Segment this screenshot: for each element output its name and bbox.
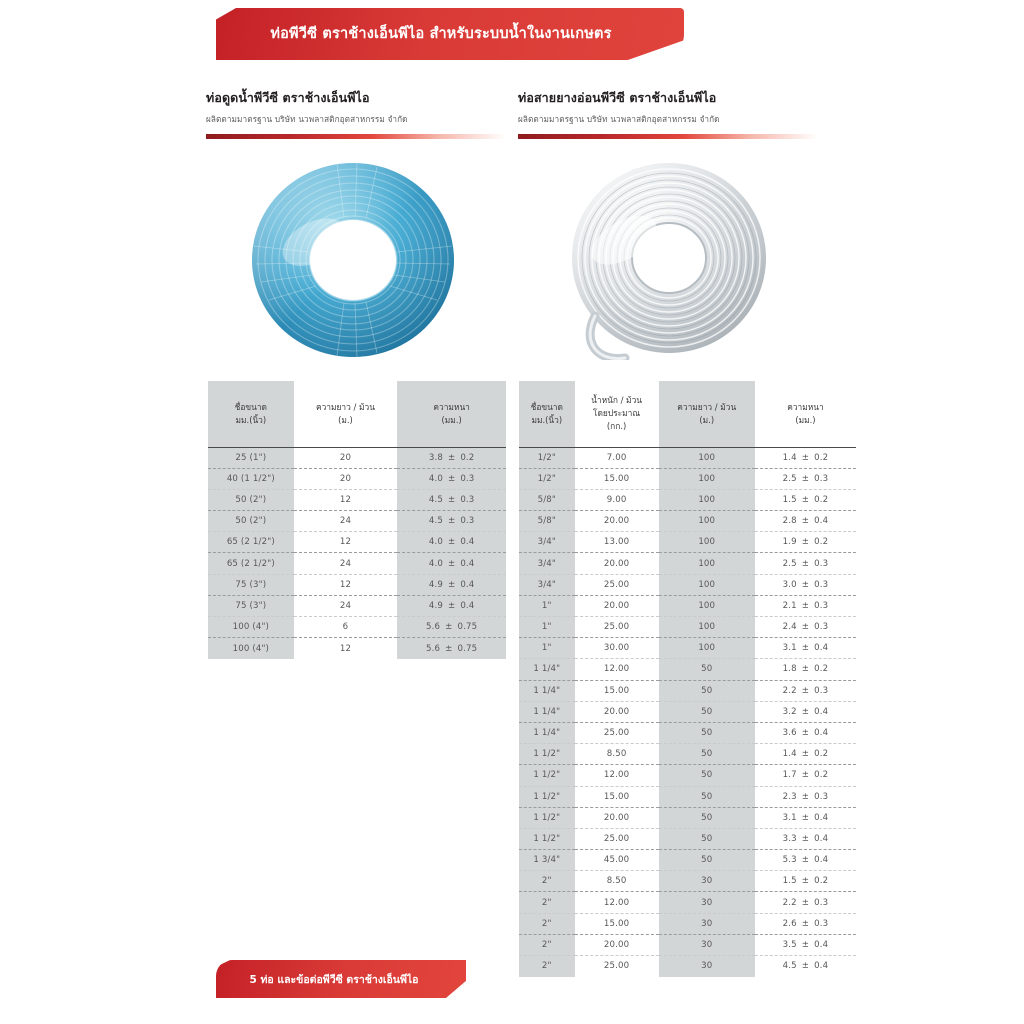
cell-weight: 12.00 xyxy=(575,765,659,786)
cell-length: 30 xyxy=(659,871,755,892)
cell-thickness xyxy=(755,680,856,701)
thickness-value: 3.5 ± 0.4 xyxy=(782,939,829,950)
header-line-1: ชื่อขนาด xyxy=(530,401,563,412)
cell-length: 100 xyxy=(659,511,755,532)
cell-thickness xyxy=(397,574,506,595)
cell-weight: 25.00 xyxy=(575,722,659,743)
cell-thickness xyxy=(755,807,856,828)
cell-thickness xyxy=(755,828,856,849)
cell-length: 50 xyxy=(659,786,755,807)
cell-length: 6 xyxy=(294,617,398,638)
cell-length: 12 xyxy=(294,638,398,659)
thickness-value: 2.5 ± 0.3 xyxy=(782,558,829,569)
plus-minus-symbol: ± xyxy=(801,855,810,866)
plus-minus-symbol: ± xyxy=(447,558,456,569)
header-line-1: ความหนา xyxy=(433,401,470,412)
spec-table-flexible-hose xyxy=(519,381,856,977)
cell-thickness xyxy=(755,574,856,595)
cell-thickness xyxy=(755,532,856,553)
table-row xyxy=(519,850,856,871)
table-row xyxy=(519,913,856,934)
header-line-2: (ม.) xyxy=(338,414,353,425)
header-line-2: มม.(นิ้ว) xyxy=(235,414,267,425)
plus-minus-symbol: ± xyxy=(801,812,810,823)
cell-weight: 25.00 xyxy=(575,574,659,595)
thickness-value: 4.0 ± 0.4 xyxy=(428,537,475,548)
cell-size: 75 (3") xyxy=(208,574,294,595)
cell-thickness xyxy=(755,722,856,743)
table-row xyxy=(519,447,856,468)
plus-minus-symbol: ± xyxy=(801,494,810,505)
cell-length: 12 xyxy=(294,574,398,595)
col-header-length xyxy=(294,381,398,447)
cell-length: 30 xyxy=(659,892,755,913)
thickness-value: 4.9 ± 0.4 xyxy=(428,600,475,611)
cell-length: 24 xyxy=(294,595,398,616)
cell-weight: 25.00 xyxy=(575,617,659,638)
cell-weight: 13.00 xyxy=(575,532,659,553)
cell-length: 50 xyxy=(659,828,755,849)
thickness-value: 1.5 ± 0.2 xyxy=(782,876,829,887)
section-subtitle: ผลิตตามมาตรฐาน บริษัท นวพลาสติกอุตสาหกรรม จำกัด xyxy=(518,114,720,124)
cell-size: 5/8" xyxy=(519,511,575,532)
cell-weight: 15.00 xyxy=(575,786,659,807)
cell-thickness xyxy=(755,638,856,659)
section-divider-bar xyxy=(206,134,506,139)
cell-thickness xyxy=(397,447,506,468)
cell-size: 65 (2 1/2") xyxy=(208,532,294,553)
cell-size: 1 1/2" xyxy=(519,807,575,828)
thickness-value: 2.1 ± 0.3 xyxy=(782,600,829,611)
plus-minus-symbol: ± xyxy=(447,473,456,484)
table-row xyxy=(208,617,506,638)
cell-thickness xyxy=(755,595,856,616)
section-heading-flexible-hose xyxy=(518,88,818,139)
plus-minus-symbol: ± xyxy=(447,579,456,590)
cell-size: 3/4" xyxy=(519,532,575,553)
thickness-value: 2.6 ± 0.3 xyxy=(782,918,829,929)
table-header-row xyxy=(519,381,856,447)
cell-size: 2" xyxy=(519,934,575,955)
cell-weight: 12.00 xyxy=(575,659,659,680)
thickness-value: 1.4 ± 0.2 xyxy=(782,749,829,760)
thickness-value: 1.4 ± 0.2 xyxy=(782,452,829,463)
cell-thickness xyxy=(755,617,856,638)
spec-table-suction-hose xyxy=(208,381,506,659)
section-title: ท่อดูดน้ำพีวีซี ตราช้างเอ็นพีไอ xyxy=(206,90,370,105)
table-row xyxy=(519,489,856,510)
cell-weight: 20.00 xyxy=(575,511,659,532)
table-row xyxy=(519,722,856,743)
thickness-value: 5.6 ± 0.75 xyxy=(426,643,478,654)
plus-minus-symbol: ± xyxy=(801,770,810,781)
cell-size: 2" xyxy=(519,913,575,934)
cell-weight: 12.00 xyxy=(575,892,659,913)
cell-size: 1 1/4" xyxy=(519,722,575,743)
product-image-blue-suction-hose xyxy=(228,160,478,360)
cell-thickness xyxy=(397,489,506,510)
table-row xyxy=(519,871,856,892)
table-row xyxy=(208,638,506,659)
plus-minus-symbol: ± xyxy=(445,622,453,633)
thickness-value: 4.9 ± 0.4 xyxy=(428,579,475,590)
plus-minus-symbol: ± xyxy=(801,749,810,760)
plus-minus-symbol: ± xyxy=(447,600,456,611)
cell-thickness xyxy=(397,617,506,638)
table-row xyxy=(519,744,856,765)
thickness-value: 2.8 ± 0.4 xyxy=(782,516,829,527)
thickness-value: 1.5 ± 0.2 xyxy=(782,494,829,505)
cell-length: 50 xyxy=(659,765,755,786)
cell-thickness xyxy=(755,744,856,765)
cell-length: 100 xyxy=(659,574,755,595)
cell-length: 50 xyxy=(659,722,755,743)
cell-size: 2" xyxy=(519,956,575,977)
cell-size: 100 (4") xyxy=(208,638,294,659)
thickness-value: 3.1 ± 0.4 xyxy=(782,643,829,654)
section-divider-bar xyxy=(518,134,818,139)
cell-size: 2" xyxy=(519,871,575,892)
table-row xyxy=(208,553,506,574)
page-footer-tab xyxy=(216,960,466,998)
cell-weight: 15.00 xyxy=(575,913,659,934)
cell-length: 100 xyxy=(659,489,755,510)
table-row xyxy=(519,892,856,913)
plus-minus-symbol: ± xyxy=(801,918,810,929)
cell-weight: 25.00 xyxy=(575,828,659,849)
cell-length: 50 xyxy=(659,680,755,701)
cell-size: 1" xyxy=(519,617,575,638)
col-header-size xyxy=(208,381,294,447)
header-line-2: (ม.) xyxy=(699,414,715,425)
cell-length: 100 xyxy=(659,638,755,659)
cell-thickness xyxy=(755,447,856,468)
cell-weight: 45.00 xyxy=(575,850,659,871)
table-row xyxy=(208,489,506,510)
table-row xyxy=(519,659,856,680)
cell-size: 1" xyxy=(519,595,575,616)
cell-size: 25 (1") xyxy=(208,447,294,468)
cell-length: 20 xyxy=(294,468,398,489)
cell-size: 3/4" xyxy=(519,553,575,574)
cell-length: 50 xyxy=(659,850,755,871)
plus-minus-symbol: ± xyxy=(801,897,810,908)
thickness-value: 5.3 ± 0.4 xyxy=(782,855,829,866)
table-row xyxy=(519,786,856,807)
cell-size: 1 1/2" xyxy=(519,786,575,807)
cell-weight: 7.00 xyxy=(575,447,659,468)
cell-length: 50 xyxy=(659,807,755,828)
cell-length: 12 xyxy=(294,489,398,510)
cell-length: 50 xyxy=(659,701,755,722)
plus-minus-symbol: ± xyxy=(801,452,810,463)
thickness-value: 2.2 ± 0.3 xyxy=(782,685,829,696)
col-header-size xyxy=(519,381,575,447)
cell-size: 1/2" xyxy=(519,447,575,468)
cell-weight: 20.00 xyxy=(575,701,659,722)
table-row xyxy=(519,511,856,532)
header-line-2: มม.(นิ้ว) xyxy=(531,414,563,425)
cell-weight: 25.00 xyxy=(575,956,659,977)
table-row xyxy=(208,468,506,489)
table-row xyxy=(208,574,506,595)
table-row xyxy=(519,828,856,849)
cell-size: 65 (2 1/2") xyxy=(208,553,294,574)
cell-size: 1 1/2" xyxy=(519,828,575,849)
cell-thickness xyxy=(397,553,506,574)
cell-thickness xyxy=(755,659,856,680)
table-row xyxy=(208,511,506,532)
col-header-weight xyxy=(575,381,659,447)
cell-length: 100 xyxy=(659,532,755,553)
header-line-1: ชื่อขนาด xyxy=(234,401,267,412)
thickness-value: 4.0 ± 0.3 xyxy=(428,473,475,484)
plus-minus-symbol: ± xyxy=(801,516,810,527)
table-row xyxy=(519,532,856,553)
thickness-value: 4.5 ± 0.3 xyxy=(428,494,475,505)
cell-thickness xyxy=(755,786,856,807)
product-image-clear-flexible-hose xyxy=(543,160,793,360)
cell-thickness xyxy=(755,871,856,892)
plus-minus-symbol: ± xyxy=(447,452,456,463)
header-line-1: ความยาว / ม้วน xyxy=(316,401,375,412)
thickness-value: 3.6 ± 0.4 xyxy=(782,728,829,739)
cell-thickness xyxy=(397,595,506,616)
plus-minus-symbol: ± xyxy=(801,728,810,739)
thickness-value: 2.2 ± 0.3 xyxy=(782,897,829,908)
plus-minus-symbol: ± xyxy=(801,664,810,675)
cell-size: 50 (2") xyxy=(208,489,294,510)
cell-length: 100 xyxy=(659,553,755,574)
cell-size: 100 (4") xyxy=(208,617,294,638)
cell-weight: 15.00 xyxy=(575,468,659,489)
thickness-value: 3.2 ± 0.4 xyxy=(782,706,829,717)
header-line-2: (มม.) xyxy=(441,414,462,425)
cell-length: 50 xyxy=(659,744,755,765)
cell-thickness xyxy=(755,850,856,871)
cell-thickness xyxy=(755,934,856,955)
cell-weight: 8.50 xyxy=(575,744,659,765)
table-row xyxy=(519,807,856,828)
header-line-3: (กก.) xyxy=(606,421,627,432)
col-header-length xyxy=(659,381,755,447)
plus-minus-symbol: ± xyxy=(801,643,810,654)
cell-thickness xyxy=(397,468,506,489)
cell-thickness xyxy=(755,468,856,489)
thickness-value: 2.4 ± 0.3 xyxy=(782,622,829,633)
thickness-value: 3.3 ± 0.4 xyxy=(782,833,829,844)
thickness-value: 1.9 ± 0.2 xyxy=(782,537,829,548)
cell-weight: 15.00 xyxy=(575,680,659,701)
cell-thickness xyxy=(755,553,856,574)
footer-label: 5 ท่อ และข้อต่อพีวีซี ตราช้างเอ็นพีไอ xyxy=(249,973,419,986)
thickness-value: 1.7 ± 0.2 xyxy=(782,770,829,781)
plus-minus-symbol: ± xyxy=(801,579,810,590)
cell-weight: 20.00 xyxy=(575,807,659,828)
cell-length: 30 xyxy=(659,956,755,977)
header-line-1: ความยาว / ม้วน xyxy=(677,401,737,412)
cell-thickness xyxy=(397,638,506,659)
cell-length: 100 xyxy=(659,468,755,489)
plus-minus-symbol: ± xyxy=(801,961,810,972)
cell-size: 75 (3") xyxy=(208,595,294,616)
cell-thickness xyxy=(397,532,506,553)
table-row xyxy=(208,447,506,468)
plus-minus-symbol: ± xyxy=(447,494,456,505)
header-line-1: น้ำหนัก / ม้วน xyxy=(591,395,642,406)
table-row xyxy=(519,617,856,638)
cell-weight: 20.00 xyxy=(575,553,659,574)
section-subtitle: ผลิตตามมาตรฐาน บริษัท นวพลาสติกอุตสาหกรรม จำกัด xyxy=(206,114,408,124)
cell-length: 12 xyxy=(294,532,398,553)
cell-size: 5/8" xyxy=(519,489,575,510)
table-row xyxy=(519,701,856,722)
plus-minus-symbol: ± xyxy=(445,643,453,654)
cell-thickness xyxy=(755,765,856,786)
plus-minus-symbol: ± xyxy=(801,685,810,696)
thickness-value: 4.5 ± 0.4 xyxy=(782,961,829,972)
table-row xyxy=(519,468,856,489)
plus-minus-symbol: ± xyxy=(801,558,810,569)
thickness-value: 4.5 ± 0.3 xyxy=(428,516,475,527)
cell-size: 1 3/4" xyxy=(519,850,575,871)
page-header-banner xyxy=(216,8,684,60)
cell-size: 1 1/2" xyxy=(519,765,575,786)
cell-length: 50 xyxy=(659,659,755,680)
table-row xyxy=(519,595,856,616)
thickness-value: 3.8 ± 0.2 xyxy=(428,452,475,463)
col-header-thickness xyxy=(397,381,506,447)
cell-thickness xyxy=(397,511,506,532)
table-row xyxy=(208,532,506,553)
cell-thickness xyxy=(755,511,856,532)
spec-table-body-right xyxy=(519,447,856,977)
plus-minus-symbol: ± xyxy=(801,622,810,633)
cell-size: 40 (1 1/2") xyxy=(208,468,294,489)
cell-size: 1 1/4" xyxy=(519,701,575,722)
plus-minus-symbol: ± xyxy=(801,706,810,717)
cell-size: 1" xyxy=(519,638,575,659)
cell-size: 3/4" xyxy=(519,574,575,595)
cell-thickness xyxy=(755,489,856,510)
cell-weight: 9.00 xyxy=(575,489,659,510)
cell-length: 30 xyxy=(659,934,755,955)
table-row xyxy=(519,638,856,659)
header-line-2: โดยประมาณ xyxy=(593,408,641,419)
table-row xyxy=(519,574,856,595)
header-line-1: ความหนา xyxy=(787,401,824,412)
cell-size: 1/2" xyxy=(519,468,575,489)
cell-size: 2" xyxy=(519,892,575,913)
cell-size: 1 1/4" xyxy=(519,659,575,680)
cell-weight: 20.00 xyxy=(575,934,659,955)
cell-length: 100 xyxy=(659,595,755,616)
table-row xyxy=(519,553,856,574)
cell-size: 50 (2") xyxy=(208,511,294,532)
cell-length: 24 xyxy=(294,511,398,532)
thickness-value: 2.5 ± 0.3 xyxy=(782,473,829,484)
cell-size: 1 1/4" xyxy=(519,680,575,701)
table-row xyxy=(519,765,856,786)
cell-thickness xyxy=(755,701,856,722)
plus-minus-symbol: ± xyxy=(801,537,810,548)
cell-weight: 30.00 xyxy=(575,638,659,659)
cell-length: 100 xyxy=(659,447,755,468)
thickness-value: 3.0 ± 0.3 xyxy=(782,579,829,590)
plus-minus-symbol: ± xyxy=(447,516,456,527)
cell-thickness xyxy=(755,892,856,913)
header-line-2: (มม.) xyxy=(795,414,816,425)
section-heading-suction-hose xyxy=(206,88,506,139)
cell-length: 24 xyxy=(294,553,398,574)
plus-minus-symbol: ± xyxy=(801,791,810,802)
cell-length: 30 xyxy=(659,913,755,934)
cell-thickness xyxy=(755,956,856,977)
cell-size: 1 1/2" xyxy=(519,744,575,765)
spec-table-body-left xyxy=(208,447,506,659)
table-row xyxy=(519,956,856,977)
thickness-value: 3.1 ± 0.4 xyxy=(782,812,829,823)
thickness-value: 1.8 ± 0.2 xyxy=(782,664,829,675)
plus-minus-symbol: ± xyxy=(801,833,810,844)
table-row xyxy=(208,595,506,616)
cell-length: 100 xyxy=(659,617,755,638)
plus-minus-symbol: ± xyxy=(801,473,810,484)
thickness-value: 4.0 ± 0.4 xyxy=(428,558,475,569)
cell-weight: 20.00 xyxy=(575,595,659,616)
table-row xyxy=(519,680,856,701)
cell-weight: 8.50 xyxy=(575,871,659,892)
cell-length: 20 xyxy=(294,447,398,468)
plus-minus-symbol: ± xyxy=(801,939,810,950)
col-header-thickness xyxy=(755,381,856,447)
page-title: ท่อพีวีซี ตราช้างเอ็นพีไอ สำหรับระบบน้ำในงานเกษตร xyxy=(270,25,612,42)
table-row xyxy=(519,934,856,955)
plus-minus-symbol: ± xyxy=(801,876,810,887)
table-header-row xyxy=(208,381,506,447)
thickness-value: 2.3 ± 0.3 xyxy=(782,791,829,802)
section-title: ท่อสายยางอ่อนพีวีซี ตราช้างเอ็นพีไอ xyxy=(518,90,717,105)
plus-minus-symbol: ± xyxy=(447,537,456,548)
plus-minus-symbol: ± xyxy=(801,600,810,611)
cell-thickness xyxy=(755,913,856,934)
thickness-value: 5.6 ± 0.75 xyxy=(426,622,478,633)
